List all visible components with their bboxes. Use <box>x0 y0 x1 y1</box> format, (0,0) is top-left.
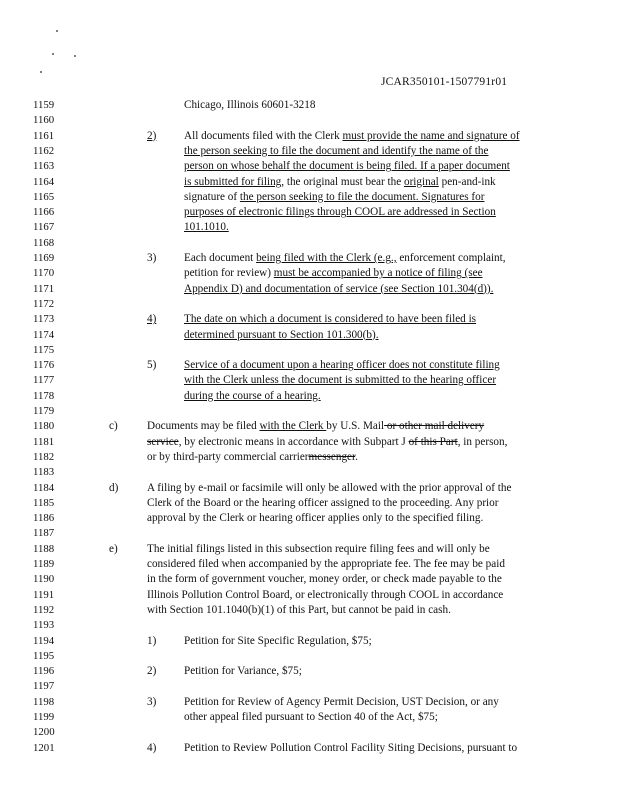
line-text <box>184 664 302 678</box>
line-text <box>147 435 507 449</box>
item-marker: e) <box>109 542 118 555</box>
line-number: 1162 <box>33 144 55 157</box>
line-number: 1176 <box>33 359 55 372</box>
line-number: 1181 <box>33 435 55 448</box>
line-number: 1165 <box>33 190 55 203</box>
text-run: pen-and-ink <box>438 175 496 188</box>
inserted-text: must provide the name and signature of <box>342 129 520 142</box>
line-number: 1171 <box>33 282 55 295</box>
inserted-text: the person seeking to file the document. Signatures for <box>239 190 485 203</box>
inserted-text: with the Clerk unless the document is submitted to the hearing officer <box>184 374 497 387</box>
text-run: , in person, <box>457 435 508 448</box>
line-text <box>147 511 483 525</box>
line-number: 1191 <box>33 588 55 601</box>
line-number: 1195 <box>33 649 55 662</box>
text-run: . <box>355 450 358 463</box>
text-run: by U.S. Mail <box>326 420 385 433</box>
text-run: Each document <box>184 252 257 264</box>
inserted-text: determined pursuant to Section 101.300(b). <box>184 328 379 341</box>
line-text <box>184 282 493 296</box>
text-run: Illinois Pollution Control Board, or electronically through COOL in accordance <box>147 588 504 601</box>
line-number: 1161 <box>33 129 55 142</box>
line-text <box>147 542 490 556</box>
line-number: 1198 <box>33 695 55 708</box>
text-run: Petition for Site Specific Regulation, $75; <box>184 634 372 647</box>
inserted-text: person on whose behalf the document is being filed. If a paper document <box>184 160 510 173</box>
item-marker: 2) <box>147 129 157 142</box>
line-text <box>184 159 510 173</box>
line-text <box>184 144 488 158</box>
line-number: 1197 <box>33 680 55 693</box>
text-run: approval by the Clerk or hearing officer applies only to the specified filing. <box>147 512 484 525</box>
line-number: 1182 <box>33 450 55 463</box>
line-number: 1200 <box>33 726 55 739</box>
inserted-text: must be accompanied by a notice of filing (see <box>273 267 483 280</box>
line-number: 1172 <box>33 297 55 310</box>
line-text <box>184 205 496 219</box>
text-run: Petition for Review of Agency Permit Decision, UST Decision, or any <box>184 695 499 708</box>
line-number: 1189 <box>33 558 55 570</box>
line-text <box>184 220 229 234</box>
text-run: A filing by e-mail or facsimile will only be allowed with the prior approval of the <box>147 481 512 494</box>
text-run: , the original must bear the <box>281 175 404 188</box>
line-number: 1170 <box>33 267 55 280</box>
line-text <box>147 572 502 586</box>
struck-text: or other mail delivery <box>384 420 485 433</box>
line-text <box>147 496 498 510</box>
line-text <box>184 741 517 755</box>
item-marker: 2) <box>147 665 157 678</box>
scan-speck <box>40 71 42 73</box>
line-text <box>184 710 438 724</box>
item-marker: 5) <box>147 359 157 372</box>
line-number: 1177 <box>33 374 55 387</box>
line-number: 1190 <box>33 573 55 586</box>
item-marker: 3) <box>147 252 157 264</box>
document-id: JCAR350101-1507791r01 <box>381 76 508 88</box>
text-run: Clerk of the Board or the hearing officer assigned to the proceeding. Any prior <box>147 496 499 509</box>
struck-text: service <box>147 435 179 448</box>
line-text <box>147 603 451 617</box>
inserted-text: with the Clerk <box>259 420 327 433</box>
item-marker: 4) <box>147 313 157 326</box>
text-run: Chicago, Illinois 60601-3218 <box>184 99 316 111</box>
text-run: signature of <box>184 190 240 203</box>
line-text <box>184 389 321 403</box>
line-number: 1168 <box>33 236 55 249</box>
text-run: or by third-party commercial carrier <box>147 450 309 463</box>
item-marker: c) <box>109 420 118 433</box>
line-number: 1164 <box>33 175 55 188</box>
line-number: 1166 <box>33 206 55 219</box>
item-marker: d) <box>109 481 119 494</box>
inserted-text: during the course of a hearing. <box>184 389 321 402</box>
line-number: 1163 <box>33 160 55 173</box>
line-number: 1178 <box>33 389 55 402</box>
line-number: 1169 <box>33 252 55 264</box>
text-run: All documents filed with the Clerk <box>184 129 343 142</box>
text-run: The initial filings listed in this subsection require filing fees and will only be <box>147 542 490 555</box>
inserted-text: have been filed is <box>397 313 477 326</box>
line-number: 1188 <box>33 542 55 555</box>
line-number: 1186 <box>33 512 55 525</box>
line-text <box>147 419 484 433</box>
line-number: 1201 <box>33 741 55 754</box>
struck-text: of this Part <box>408 435 458 448</box>
line-number: 1187 <box>33 527 55 540</box>
line-text <box>147 588 503 602</box>
item-marker: 3) <box>147 695 157 708</box>
item-marker: 4) <box>147 741 157 754</box>
line-number: 1173 <box>33 313 55 326</box>
line-text <box>147 557 505 571</box>
line-number: 1194 <box>33 634 55 647</box>
inserted-text: Service of a document upon a hearing officer does not constitute filing <box>184 359 500 372</box>
inserted-text: the person seeking to file the document and identify the name of the <box>184 144 489 157</box>
text-run: Petition to Review Pollution Control Facility Siting Decisions, pursuant to <box>184 741 518 754</box>
line-number: 1185 <box>33 496 55 509</box>
line-number: 1167 <box>33 221 55 234</box>
line-text <box>184 175 496 189</box>
text-run: petition for review) <box>184 267 274 280</box>
scan-speck <box>74 55 76 57</box>
line-number: 1179 <box>33 405 55 417</box>
line-number: 1175 <box>33 343 55 356</box>
item-marker: 1) <box>147 634 157 647</box>
inserted-text: purposes of electronic filings through COOL are addressed in Section <box>184 206 496 219</box>
inserted-text: original <box>403 175 439 188</box>
inserted-text: Appendix D) and documentation of service (see Section 101.304(d)). <box>184 282 494 295</box>
line-text <box>184 129 520 143</box>
line-number: 1196 <box>33 665 55 678</box>
line-number: 1192 <box>33 603 55 616</box>
struck-text: messenger <box>308 450 356 463</box>
text-run: Petition for Variance, $75; <box>184 665 302 678</box>
inserted-text: The date on which a document is considered to <box>184 313 398 326</box>
text-run: Documents may be filed <box>147 420 260 433</box>
line-number: 1193 <box>33 619 55 632</box>
scan-speck <box>56 30 58 32</box>
text-run: with Section 101.1040(b)(1) of this Part, but cannot be paid in cash. <box>147 603 451 616</box>
line-text <box>184 695 499 709</box>
line-number: 1183 <box>33 466 55 479</box>
line-number: 1180 <box>33 420 55 433</box>
line-text <box>184 266 483 280</box>
line-number: 1199 <box>33 711 55 723</box>
text-run: , by electronic means in accordance with Subpart J <box>178 435 409 448</box>
line-text <box>147 450 358 464</box>
line-number: 1174 <box>33 328 55 341</box>
text-run: enforcement complaint, <box>396 252 506 264</box>
text-run: in the form of government voucher, money order, or check made payable to the <box>147 573 502 586</box>
line-text <box>147 481 511 495</box>
line-text <box>184 312 476 326</box>
line-text <box>184 328 379 342</box>
line-text <box>184 190 484 204</box>
text-run: considered filed when accompanied by the appropriate fee. The fee may be paid <box>147 558 505 570</box>
line-number: 1160 <box>33 114 55 127</box>
scan-speck <box>52 53 54 55</box>
line-text <box>184 98 315 112</box>
text-run: other appeal filed pursuant to Section 40 of the Act, $75; <box>184 711 438 723</box>
line-text <box>184 358 500 372</box>
inserted-text: being filed with the Clerk (e.g., <box>256 252 397 264</box>
line-text <box>184 634 372 648</box>
line-text <box>184 251 506 265</box>
inserted-text: is submitted for filing <box>184 175 282 188</box>
inserted-text: 101.1010. <box>184 221 229 234</box>
line-number: 1159 <box>33 99 55 111</box>
line-text <box>184 373 496 387</box>
line-number: 1184 <box>33 481 55 494</box>
